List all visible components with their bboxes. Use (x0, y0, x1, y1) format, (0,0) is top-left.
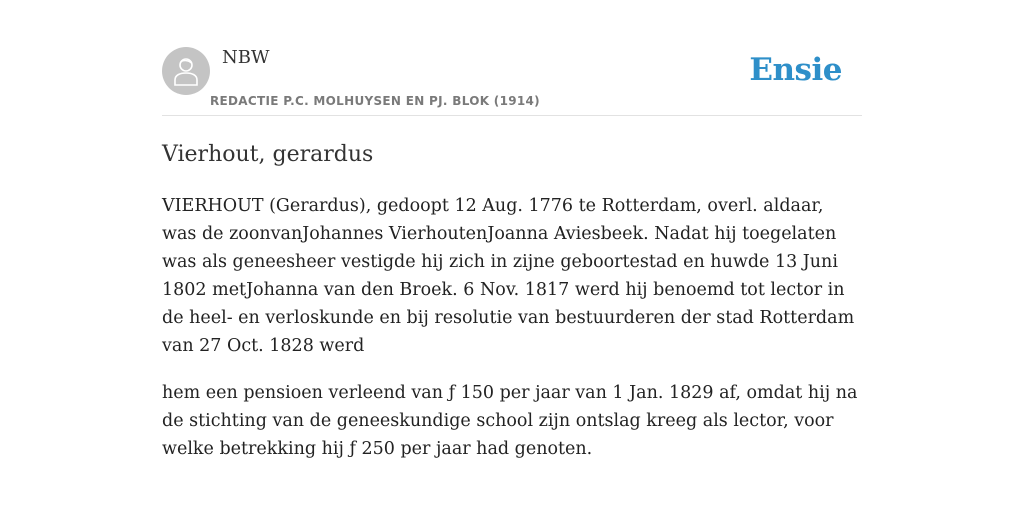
article-title: Vierhout, gerardus (162, 142, 374, 167)
user-avatar-icon[interactable] (162, 47, 210, 95)
article-header (162, 46, 862, 116)
author-name[interactable]: NBW (222, 47, 270, 68)
source-subtitle: REDACTIE P.C. MOLHUYSEN EN PJ. BLOK (1914) (210, 94, 540, 108)
user-silhouette-icon (172, 56, 200, 86)
ensie-logo[interactable]: Ensie (749, 52, 842, 88)
article-paragraph-2: hem een pensioen verleend van ƒ 150 per jaar van 1 Jan. 1829 af, omdat hij na de stichting van de geneeskundige school zijn ontslag kreeg als lector, voor welke betrekking hij ƒ 250 per jaar had genoten. (162, 383, 858, 459)
article-paragraph-1: VIERHOUT (Gerardus), gedoopt 12 Aug. 1776 te Rotterdam, overl. aldaar, was de zoonvanJohannes VierhoutenJoanna Aviesbeek. Nadat hij toegelaten was als geneesheer vestigde hij zich in zijne geboortestad en huwde 13 Juni 1802 metJohanna van den Broek. 6 Nov. 1817 werd hij benoemd tot lector in de heel- en verloskunde en bij resolutie van bestuurderen der stad Rotterdam van 27 Oct. 1828 werd (162, 196, 855, 356)
article-card (162, 46, 862, 463)
